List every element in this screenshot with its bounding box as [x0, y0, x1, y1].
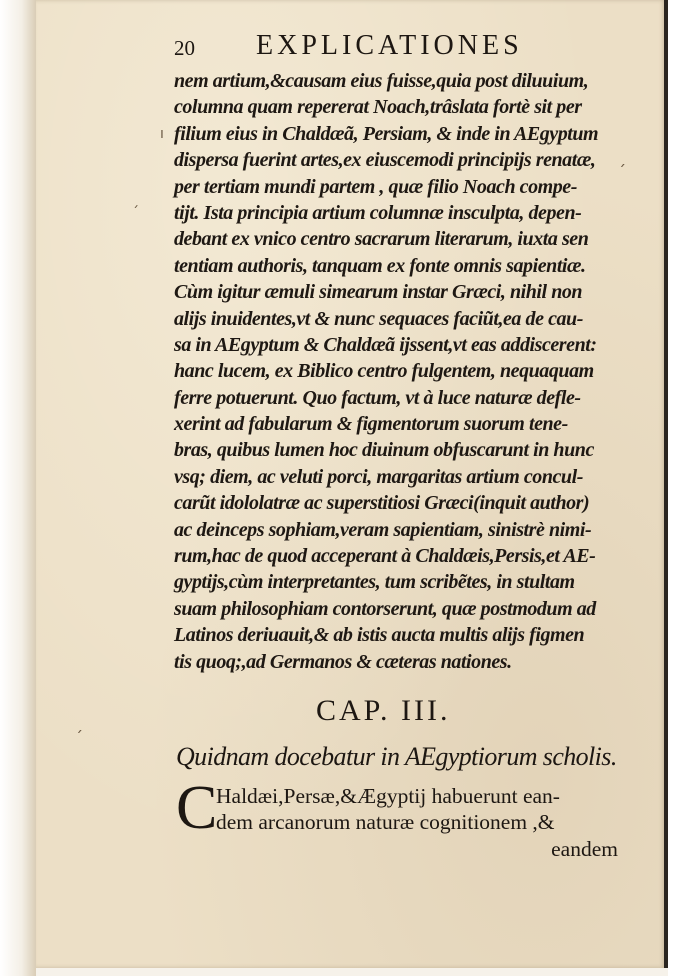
text-line: tijt. Ista principia artium columnæ insculpta, depen-	[174, 201, 582, 224]
chapter-text-line: dem arcanorum naturæ cognitionem ,&	[216, 810, 555, 834]
margin-mark: ˏ	[618, 148, 626, 167]
text-line: ac deinceps sophiam,veram sapientiam, sinistrè nimi-	[174, 518, 592, 541]
text-line: carũt idololatræ ac superstitiosi Græci(inquit author)	[174, 492, 590, 515]
text-line: tentiam authoris, tanquam ex fonte omnis sapientiæ.	[174, 254, 586, 277]
margin-mark: ˊ	[75, 728, 83, 747]
text-line: suam philosophiam contorserunt, quæ postmodum ad	[174, 597, 596, 620]
text-line: per tertiam mundi partem , quæ filio Noach compe-	[174, 175, 577, 198]
text-line: alijs inuidentes,vt & nunc sequaces faciũt,ea de cau-	[174, 307, 583, 330]
text-line: debant ex vnico centro sacrarum literarum, iuxta sen	[174, 228, 589, 251]
scan-margin-left	[0, 0, 36, 976]
page-edge-shadow	[664, 0, 668, 968]
drop-cap: C	[176, 774, 218, 842]
text-line: gyptijs,cùm interpretantes, tum scribẽtes, in stultam	[174, 571, 575, 594]
text-line: ferre potuerunt. Quo factum, vt à luce naturæ defle-	[174, 386, 581, 409]
text-line: columna quam repererat Noach,trâslata fortè sit per	[174, 96, 582, 119]
scan-margin-bottom	[36, 968, 668, 976]
margin-mark: ˊ	[132, 205, 139, 221]
chapter-text	[176, 774, 618, 873]
chapter-text-line: Haldæi,Persæ,&Ægyptij habuerunt ean-	[216, 784, 560, 808]
chapter-heading: CAP. III.	[316, 694, 451, 727]
text-line: dispersa fuerint artes,ex eiuscemodi principijs renatæ,	[174, 149, 596, 172]
body-text	[174, 68, 614, 675]
running-title: EXPLICATIONES	[256, 30, 523, 61]
margin-mark: ı	[160, 126, 164, 142]
section-subtitle: Quidnam docebatur in AEgyptiorum scholis.	[176, 742, 617, 771]
catchword: eandem	[551, 837, 618, 861]
text-line: bras, quibus lumen hoc diuinum obfuscarunt in hunc	[174, 439, 594, 462]
text-line: vsq; diem, ac veluti porci, margaritas artium concul-	[174, 465, 583, 488]
text-line: xerint ad fabularum & figmentorum suorum tene-	[174, 413, 568, 436]
text-line: rum,hac de quod acceperant à Chaldæis,Persis,et AE-	[174, 545, 596, 568]
text-line: filium eius in Chaldæã, Persiam, & inde in AEgyptum	[174, 122, 599, 145]
page-header	[174, 30, 614, 60]
text-line: sa in AEgyptum & Chaldæã ijssent,vt eas addiscerent:	[174, 333, 597, 356]
text-line: Latinos deriuauit,& ab istis aucta multis alijs figmen	[174, 624, 585, 647]
page-number: 20	[174, 36, 195, 60]
text-line: tis quoq;,ad Germanos & cæteras nationes.	[174, 650, 512, 673]
text-line: hanc lucem, ex Biblico centro fulgentem, nequaquam	[174, 360, 594, 383]
text-line: Cùm igitur æmuli simearum instar Græci, nihil non	[174, 281, 583, 304]
text-line: nem artium,&causam eius fuisse,quia post diluuium,	[174, 70, 589, 92]
